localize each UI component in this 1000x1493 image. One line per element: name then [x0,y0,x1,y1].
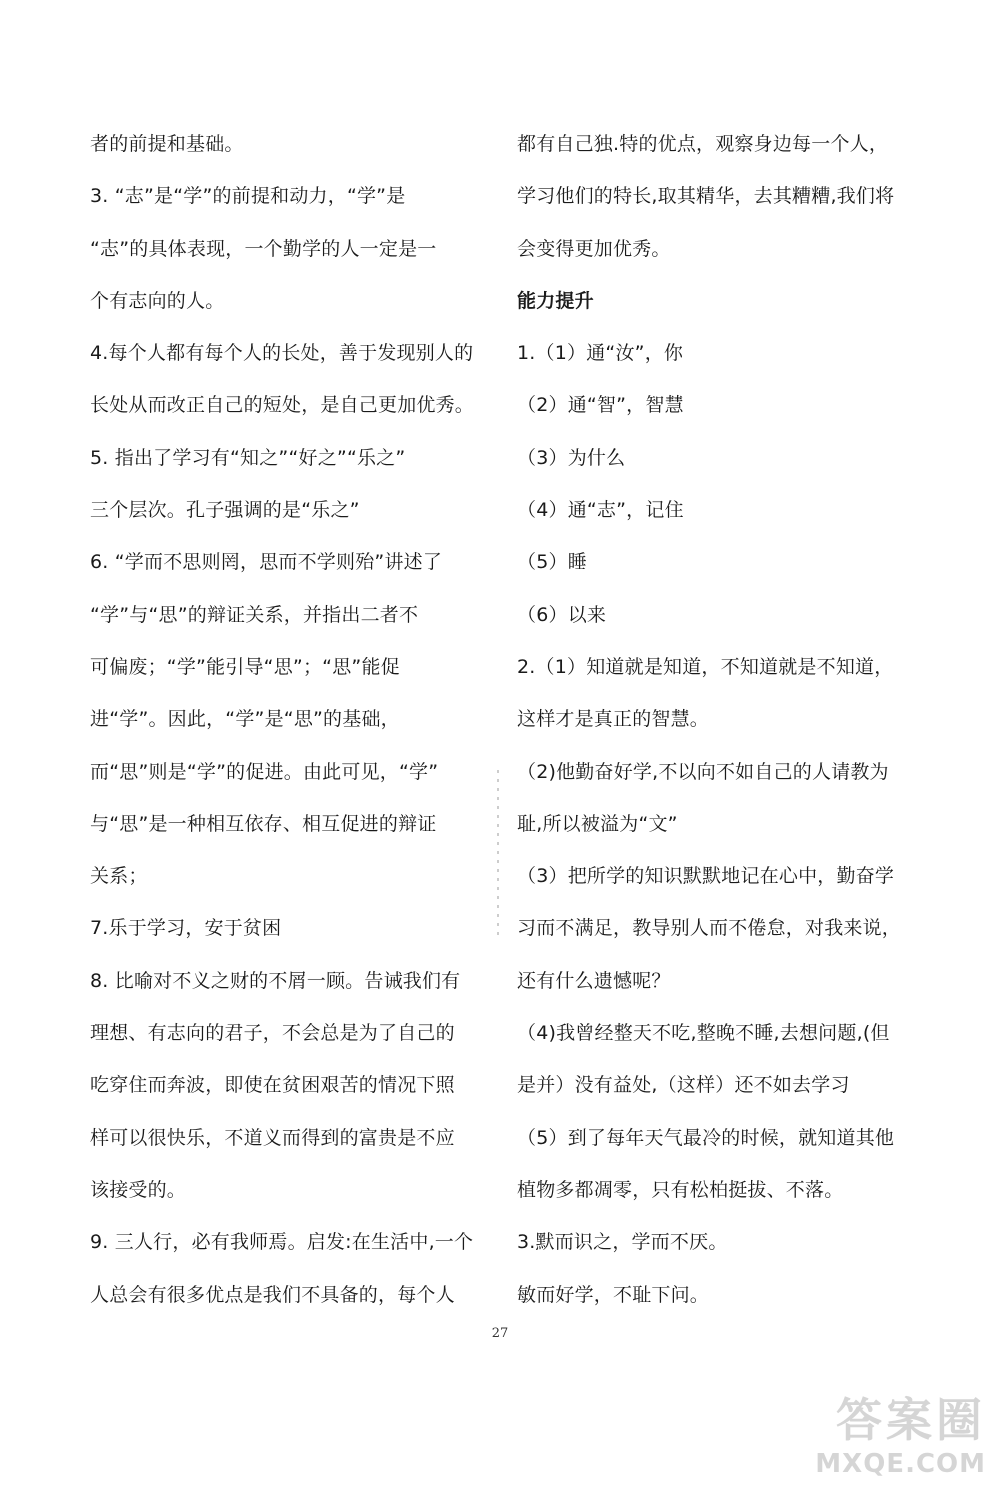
page-number: 27 [491,1326,509,1341]
text-line: （4)我曾经整天不吃,整晚不睡,去想问题,(但 [517,1022,890,1045]
text-line: 该接受的。 [90,1178,187,1201]
text-line: （6）以来 [517,603,607,626]
text-line: 者的前提和基础。 [90,133,244,155]
text-line: 样可以很快乐，不道义而得到的富贵是不应 [90,1126,455,1149]
text-line: 6. “学而不思则罔，思而不学则殆”讲述了 [90,551,443,574]
text-line: “学”与“思”的辩证关系，并指出二者不 [90,603,419,626]
text-line: 敏而好学，不耻下问。 [517,1283,710,1306]
text-line: 进“学”。因此，“学”是“思”的基础， [90,708,400,731]
text-line: 理想、有志向的君子，不会总是为了自己的 [90,1022,455,1045]
text-line: （5）睡 [517,551,587,574]
text-line: 三个层次。孔子强调的是“乐之” [90,499,360,522]
text-line: 这样才是真正的智慧。 [517,708,710,731]
text-line: 3.默而识之，学而不厌。 [517,1231,728,1254]
text-line: 9. 三人行，必有我师焉。启发:在生活中,一个 [90,1231,474,1254]
text-line: （4）通“志”，记住 [517,499,684,522]
text-line: （5）到了每年天气最冷的时候，就知道其他 [517,1126,895,1149]
text-line: 8. 比喻对不义之财的不屑一顾。告诫我们有 [90,969,461,992]
text-line: 耻,所以被溢为“文” [517,812,678,835]
text-line: 植物多都凋零，只有松柏挺拔、不落。 [517,1178,844,1201]
text-line: 人总会有很多优点是我们不具备的，每个人 [90,1283,455,1306]
text-line: 长处从而改正自己的短处，是自己更加优秀。 [90,394,475,417]
watermark-mark: 答案圈 [836,1393,986,1447]
text-line: 还有什么遗憾呢？ [517,969,671,992]
text-line: 会变得更加优秀。 [517,237,671,260]
text-line: 可偏废；“学”能引导“思”；“思”能促 [90,655,400,678]
text-line: 与“思”是一种相互依存、相互促进的辩证 [90,812,437,835]
text-line: 习而不满足，教导别人而不倦怠，对我来说， [517,917,902,940]
watermark-site: MXQE.COM [815,1449,986,1479]
text-line: （3）把所学的知识默默地记在心中，勤奋学 [517,865,895,888]
text-line: 7.乐于学习，安于贫困 [90,917,282,940]
text-line: （2)他勤奋好学,不以向不如自己的人请教为 [517,760,889,783]
text-line: 关系； [90,865,148,888]
text-line: （2）通“智”，智慧 [517,394,684,417]
text-line: 吃穿住而奔波，即使在贫困艰苦的情况下照 [90,1074,455,1097]
text-line: “志”的具体表现，一个勤学的人一定是一 [90,237,437,260]
column-divider [497,770,499,940]
text-line: 2.（1）知道就是知道，不知道就是不知道， [517,655,894,678]
text-line: 5. 指出了学习有“知之”“好之”“乐之” [90,446,406,469]
text-line: 1.（1）通“汝”，你 [517,342,684,365]
text-line: 个有志向的人。 [90,289,225,312]
text-line: （3）为什么 [517,446,626,469]
text-line: 而“思”则是“学”的促进。由此可见，“学” [90,760,439,783]
text-line: 4.每个人都有每个人的长处，善于发现别人的 [90,342,474,365]
right-column [517,118,922,1321]
text-line: 都有自己独.特的优点，观察身边每一个人， [517,133,889,155]
section-heading: 能力提升 [517,289,594,312]
text-line: 学习他们的特长,取其精华，去其糟糟,我们将 [517,185,895,208]
watermark-logo [736,1392,986,1487]
text-line: 是并）没有益处,（这样）还不如去学习 [517,1074,850,1097]
left-column [90,118,490,1321]
text-line: 3. “志”是“学”的前提和动力，“学”是 [90,185,406,208]
